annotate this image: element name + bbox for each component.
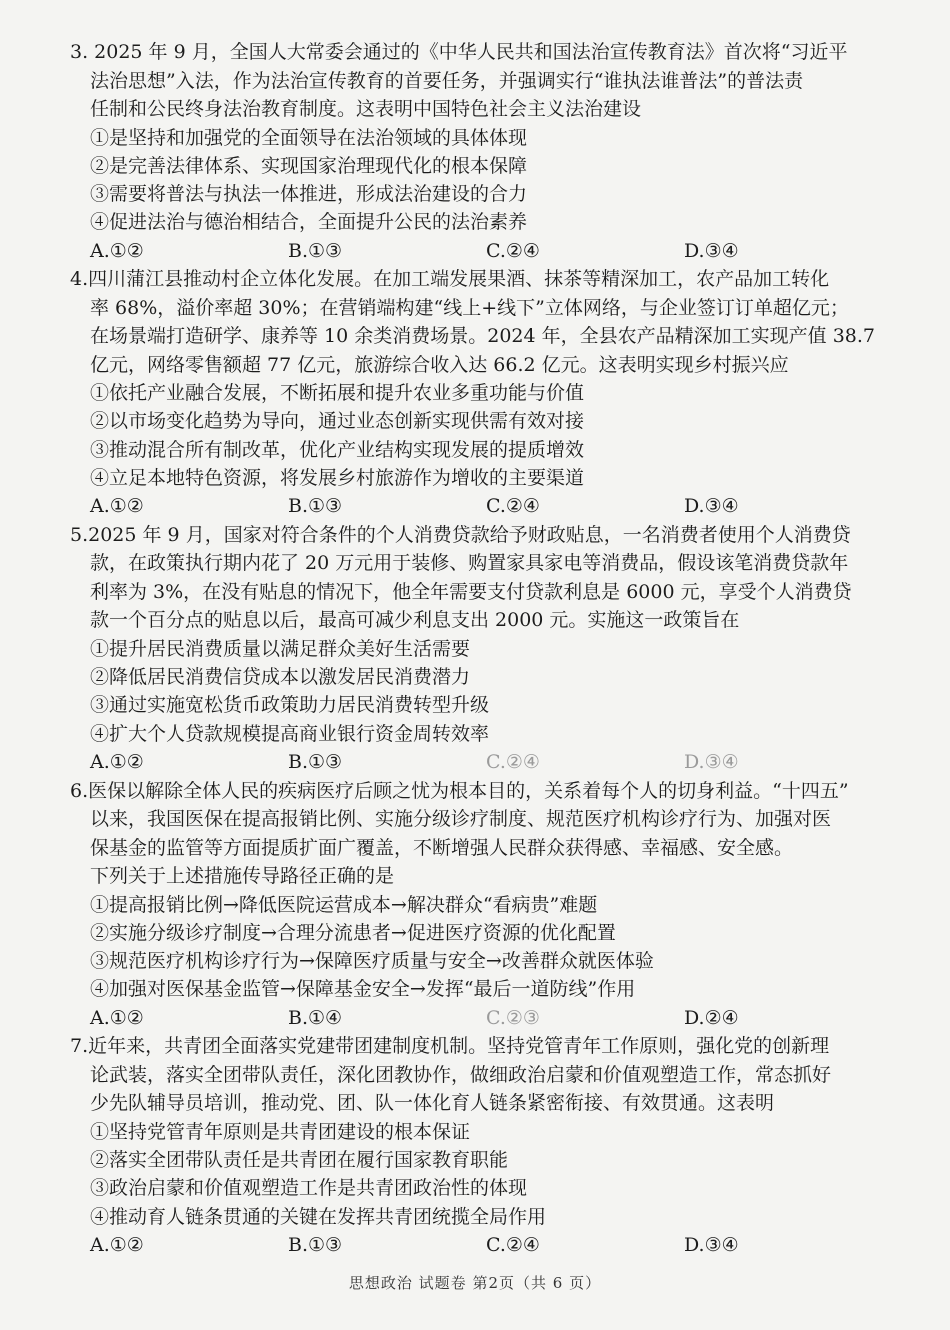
answer-choices [70, 1004, 900, 1033]
question-stem-line: 保基金的监管等方面提质扩面广覆盖，不断增强人民群众获得感、幸福感、安全感。 [90, 836, 794, 859]
answer-choice-b: B.①③ [288, 495, 343, 518]
answer-choice-a: A.①② [90, 1006, 144, 1029]
question-stem-line: 4.四川蒲江县推动村企立体化发展。在加工端发展果酒、抹茶等精深加工，农产品加工转化 [70, 268, 830, 291]
statement-option: ①是坚持和加强党的全面领导在法治领域的具体体现 [90, 126, 528, 149]
question-stem-line: 款，在政策执行期内花了 20 万元用于装修、购置家具家电等消费品，假设该笔消费贷款年 [90, 552, 849, 575]
question-stem-line: 以来，我国医保在提高报销比例、实施分级诊疗制度、规范医疗机构诊疗行为、加强对医 [90, 808, 832, 831]
answer-choice-d: D.②④ [684, 1006, 739, 1029]
statement-option: ④立足本地特色资源，将发展乡村旅游作为增收的主要渠道 [90, 467, 585, 490]
answer-choice-a: A.①② [90, 495, 144, 518]
question-stem-line: 款一个百分点的贴息以后，最高可减少利息支出 2000 元。实施这一政策旨在 [90, 609, 740, 632]
statement-option: ③规范医疗机构诊疗行为→保障医疗质量与安全→改善群众就医体验 [90, 950, 654, 973]
question-4 [70, 265, 900, 521]
answer-choice-b: B.①④ [288, 1006, 343, 1029]
question-list [70, 38, 900, 1259]
question-6 [70, 777, 900, 1033]
answer-choice-b: B.①③ [288, 751, 343, 774]
statement-option: ④加强对医保基金监管→保障基金安全→发挥“最后一道防线”作用 [90, 978, 636, 1001]
question-stem-line: 在场景端打造研学、康养等 10 余类消费场景。2024 年，全县农产品精深加工实现产值 38.7 [90, 325, 875, 348]
question-stem-line: 下列关于上述措施传导路径正确的是 [90, 865, 395, 888]
statement-option: ③政治启蒙和价值观塑造工作是共青团政治性的体现 [90, 1177, 528, 1200]
question-stem-line: 6.医保以解除全体人民的疾病医疗后顾之忧为根本目的，关系着每个人的切身利益。“十四五” [70, 779, 849, 802]
answer-choice-a: A.①② [90, 751, 144, 774]
question-stem-line: 7.近年来，共青团全面落实党建带团建制度机制。坚持党管青年工作原则，强化党的创新理 [70, 1035, 830, 1058]
page-footer: 思想政治 试题卷 第2页（共 6 页） [348, 1274, 602, 1292]
statement-option: ②实施分级诊疗制度→合理分流患者→促进医疗资源的优化配置 [90, 921, 616, 944]
question-7 [70, 1032, 900, 1259]
answer-choice-d: D.③④ [684, 495, 739, 518]
answer-choices [70, 1231, 900, 1260]
statement-option: ①依托产业融合发展，不断拓展和提升农业多重功能与价值 [90, 382, 585, 405]
question-3 [70, 38, 900, 265]
question-stem-line: 法治思想”入法，作为法治宣传教育的首要任务，并强调实行“谁执法谁普法”的普法责 [90, 69, 804, 92]
statement-option: ③通过实施宽松货币政策助力居民消费转型升级 [90, 694, 490, 717]
statement-option: ①提高报销比例→降低医院运营成本→解决群众“看病贵”难题 [90, 893, 598, 916]
question-stem-line: 任制和公民终身法治教育制度。这表明中国特色社会主义法治建设 [90, 98, 642, 120]
statement-option: ②是完善法律体系、实现国家治理现代化的根本保障 [90, 154, 528, 177]
answer-choice-c: C.②④ [486, 495, 540, 518]
answer-choice-c: C.②③ [486, 1006, 540, 1029]
question-stem-line: 少先队辅导员培训，推动党、团、队一体化育人链条紧密衔接、有效贯通。这表明 [90, 1092, 775, 1115]
statement-option: ②降低居民消费信贷成本以激发居民消费潜力 [90, 666, 471, 689]
statement-option: ②以市场变化趋势为导向，通过业态创新实现供需有效对接 [90, 410, 585, 433]
question-stem-line: 率 68%，溢价率超 30%；在营销端构建“线上+线下”立体网络，与企业签订订单超亿元； [90, 296, 849, 319]
answer-choice-a: A.①② [90, 239, 144, 262]
answer-choice-b: B.①③ [288, 1233, 343, 1256]
answer-choice-c: C.②④ [486, 751, 540, 774]
statement-option: ④推动育人链条贯通的关键在发挥共青团统揽全局作用 [90, 1205, 547, 1228]
question-stem-line: 5.2025 年 9 月，国家对符合条件的个人消费贷款给予财政贴息，一名消费者使用个人消费贷 [70, 523, 851, 546]
answer-choice-d: D.③④ [684, 751, 739, 774]
question-stem-line: 利率为 3%，在没有贴息的情况下，他全年需要支付贷款利息是 6000 元，享受个人消费贷 [90, 580, 852, 603]
statement-option: ③需要将普法与执法一体推进，形成法治建设的合力 [90, 183, 528, 206]
answer-choice-b: B.①③ [288, 239, 343, 262]
question-stem-line: 亿元，网络零售额超 77 亿元，旅游综合收入达 66.2 亿元。这表明实现乡村振兴应 [90, 353, 789, 376]
answer-choice-d: D.③④ [684, 1233, 739, 1256]
answer-choice-c: C.②④ [486, 1233, 540, 1256]
question-5 [70, 521, 900, 777]
answer-choice-a: A.①② [90, 1233, 144, 1256]
answer-choices [70, 492, 900, 521]
statement-option: ②落实全团带队责任是共青团在履行国家教育职能 [90, 1149, 509, 1172]
statement-option: ①坚持党管青年原则是共青团建设的根本保证 [90, 1120, 471, 1143]
statement-option: ①提升居民消费质量以满足群众美好生活需要 [90, 637, 471, 660]
question-stem-line: 3. 2025 年 9 月，全国人大常委会通过的《中华人民共和国法治宣传教育法》首次将“习近平 [70, 41, 848, 63]
answer-choices [70, 237, 900, 266]
answer-choice-c: C.②④ [486, 239, 540, 262]
statement-option: ③推动混合所有制改革，优化产业结构实现发展的提质增效 [90, 438, 585, 461]
statement-option: ④扩大个人贷款规模提高商业银行资金周转效率 [90, 722, 490, 745]
answer-choices [70, 748, 900, 777]
question-stem-line: 论武装，落实全团带队责任，深化团教协作，做细政治启蒙和价值观塑造工作，常态抓好 [90, 1063, 832, 1086]
statement-option: ④促进法治与德治相结合，全面提升公民的法治素养 [90, 211, 528, 234]
answer-choice-d: D.③④ [684, 239, 739, 262]
